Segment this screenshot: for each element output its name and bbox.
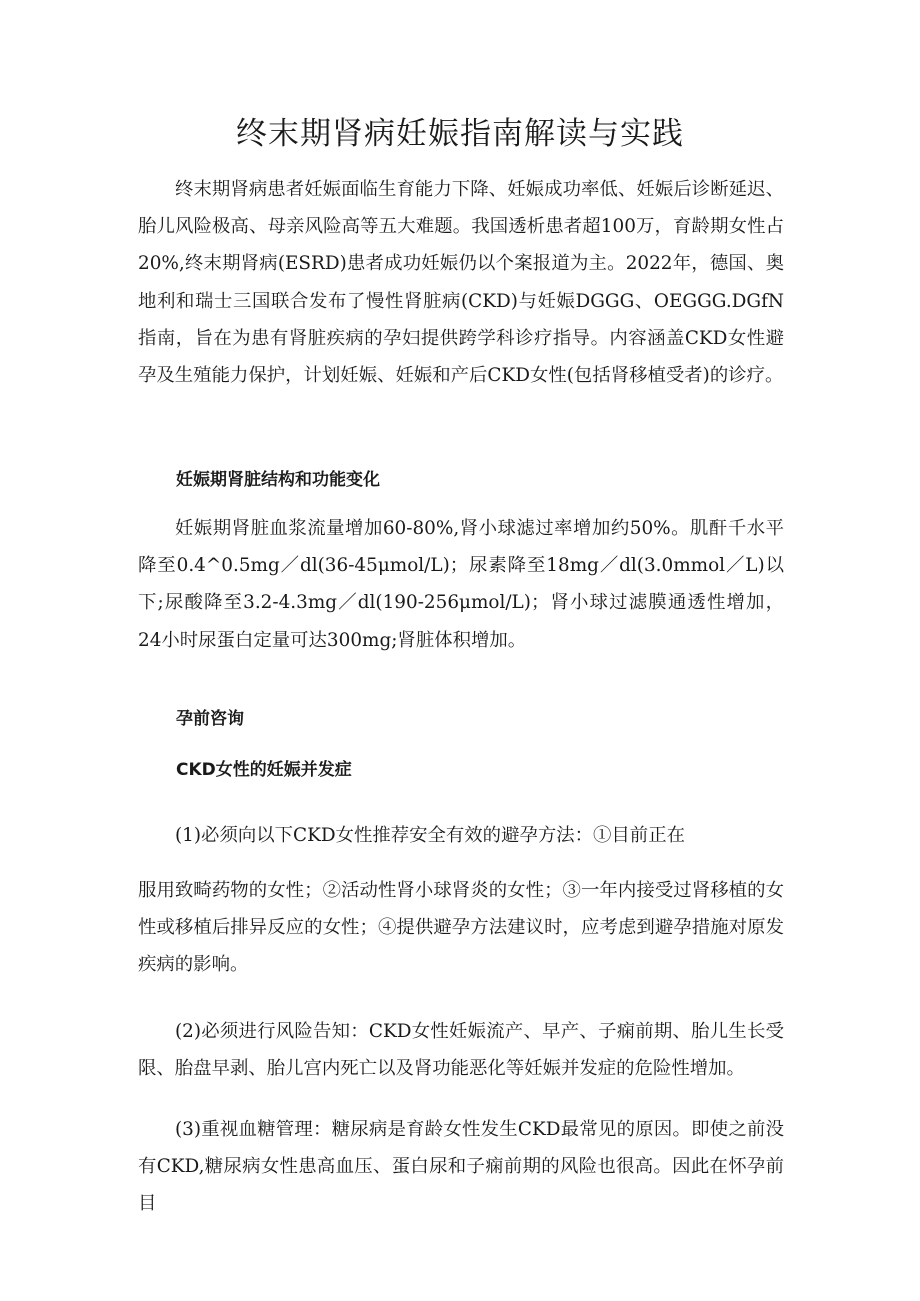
section-heading-kidney-changes: 妊娠期肾脏结构和功能变化 bbox=[176, 470, 380, 490]
item-1-first-line: (1)必须向以下CKD女性推荐安全有效的避孕方法：①目前正在 bbox=[175, 825, 685, 846]
intro-paragraph: 终末期肾病患者妊娠面临生育能力下降、妊娠成功率低、妊娠后诊断延迟、胎儿风险极高、母亲风险高等五大难题。我国透析患者超100万，育龄期女性占20%,终末期肾病(ESRD)患者成功妊娠仍以个案报道为主。2022年，德国、奥地利和瑞士三国联合发布了慢性肾脏病(CKD)与妊娠DGGG、OEGGG.DGfN指南，旨在为患有肾脏疾病的孕妇提供跨学科诊疗指导。内容涵盖CKD女性避孕及生殖能力保护，计划妊娠、妊娠和产后CKD女性(包括肾移植受者)的诊疗。 bbox=[138, 179, 784, 387]
item-2-paragraph: (2)必须进行风险告知：CKD女性妊娠流产、早产、子痫前期、胎儿生长受限、胎盘早剥、胎儿宫内死亡以及肾功能恶化等妊娠并发症的危险性增加。 bbox=[138, 1021, 784, 1080]
section-heading-preconception: 孕前咨询 bbox=[176, 709, 244, 729]
section-heading-complications: CKD女性的妊娠并发症 bbox=[176, 760, 352, 780]
item-3-paragraph: (3)重视血糖管理：糖尿病是育龄女性发生CKD最常见的原因。即使之前没有CKD,糖尿病女性患高血压、蛋白尿和子痫前期的风险也很高。因此在怀孕前目 bbox=[138, 1119, 784, 1215]
document-title: 终末期肾病妊娠指南解读与实践 bbox=[236, 116, 684, 152]
item-1-continuation: 服用致畸药物的女性；②活动性肾小球肾炎的女性；③一年内接受过肾移植的女性或移植后排异反应的女性；④提供避孕方法建议时，应考虑到避孕措施对原发疾病的影响。 bbox=[138, 880, 784, 976]
kidney-changes-paragraph: 妊娠期肾脏血浆流量增加60-80%,肾小球滤过率增加约50%。肌酐千水平降至0.4^0.5mg／dl(36-45μmol/L)；尿素降至18mg／dl(3.0mmol／L)以下;尿酸降至3.2-4.3mg／dl(190-256μmol/L)；肾小球过滤膜通透性增加，24小时尿蛋白定量可达300mg;肾脏体积增加。 bbox=[138, 518, 784, 651]
